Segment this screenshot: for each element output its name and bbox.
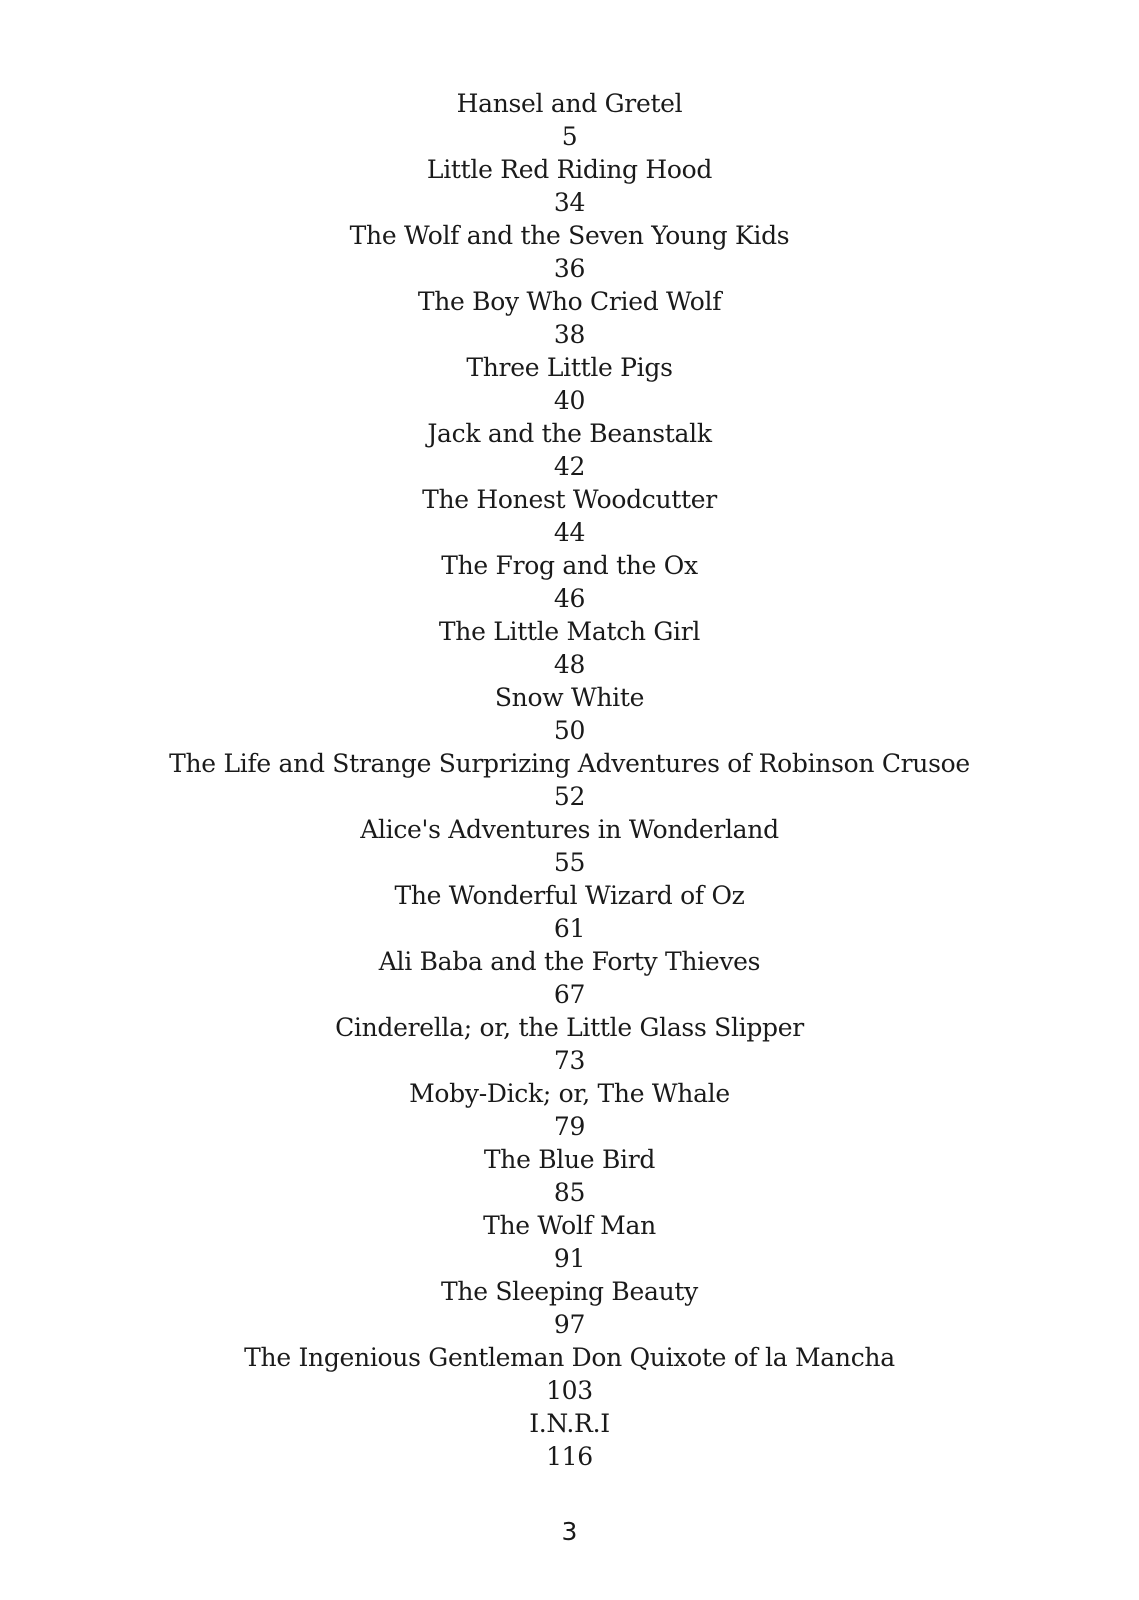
toc-entry-title: Hansel and Gretel [456,89,683,118]
toc-entry-page: 73 [553,1046,586,1075]
toc-entry-page: 36 [553,254,586,283]
toc-entry-title: Cinderella; or, the Little Glass Slipper [335,1013,804,1042]
toc-entry-page: 46 [553,584,586,613]
toc-entry-title: The Honest Woodcutter [422,485,717,514]
toc-entry-title: The Ingenious Gentleman Don Quixote of la Mancha [244,1343,895,1372]
toc-entry-title: Alice's Adventures in Wonderland [360,815,779,844]
toc-entry-title: Ali Baba and the Forty Thieves [378,947,761,976]
toc-entry-title: The Frog and the Ox [441,551,698,580]
toc-entry-page: 85 [553,1178,586,1207]
toc-entry-page: 40 [553,386,586,415]
toc-entry-page: 97 [553,1310,586,1339]
toc-entry-title: The Wonderful Wizard of Oz [394,881,745,910]
table-of-contents [0,87,1139,1473]
toc-entry-title: I.N.R.I [529,1409,610,1438]
toc-entry-page: 50 [553,716,586,745]
toc-entry-title: The Boy Who Cried Wolf [417,287,722,316]
toc-entry-title: The Life and Strange Surprizing Adventures of Robinson Crusoe [169,749,970,778]
toc-entry-title: Three Little Pigs [466,353,673,382]
toc-entry-page: 52 [553,782,586,811]
toc-entry-page: 34 [553,188,586,217]
toc-entry-title: The Blue Bird [483,1145,656,1174]
toc-entry-title: Jack and the Beanstalk [427,419,712,448]
toc-entry-title: The Sleeping Beauty [441,1277,698,1306]
toc-entry-page: 38 [553,320,586,349]
toc-entry-title: The Little Match Girl [438,617,701,646]
toc-entry-title: The Wolf and the Seven Young Kids [349,221,790,250]
toc-entry-title: Snow White [494,683,645,712]
toc-entry-page: 116 [546,1442,593,1471]
toc-entry-title: The Wolf Man [483,1211,656,1240]
toc-entry-title: Moby-Dick; or, The Whale [409,1079,730,1108]
toc-entry-title: Little Red Riding Hood [426,155,713,184]
toc-entry-page: 55 [553,848,586,877]
toc-entry-page: 79 [553,1112,586,1141]
toc-entry-page: 5 [561,122,578,151]
toc-entry-page: 44 [553,518,586,547]
toc-entry-page: 91 [553,1244,586,1273]
toc-entry-page: 103 [546,1376,593,1405]
page-number: 3 [561,1517,578,1546]
toc-entry-page: 42 [553,452,586,481]
toc-entry-page: 67 [553,980,586,1009]
toc-entry-page: 48 [553,650,586,679]
toc-entry-page: 61 [553,914,586,943]
